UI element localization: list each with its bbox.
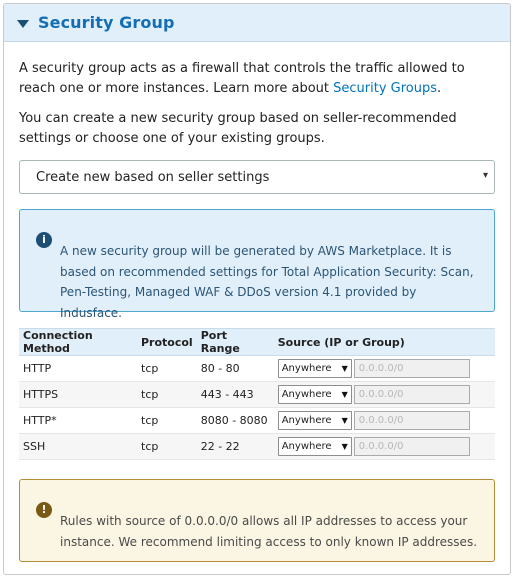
source-select[interactable] (278, 359, 352, 378)
source-select[interactable] (278, 437, 352, 456)
cell-method: HTTP (19, 356, 137, 382)
intro-period: . (437, 81, 442, 96)
table-row (19, 434, 495, 460)
source-select-value: Anywhere (281, 389, 332, 400)
warning-icon: ! (36, 502, 52, 518)
panel-header[interactable] (4, 4, 510, 42)
header-connection-method: Connection Method (19, 329, 137, 356)
header-source: Source (IP or Group) (274, 329, 495, 356)
header-protocol: Protocol (137, 329, 197, 356)
info-icon: i (36, 232, 52, 248)
intro-paragraph (19, 59, 495, 99)
source-select-value: Anywhere (281, 415, 332, 426)
source-select-value: Anywhere (281, 441, 332, 452)
cidr-input: 0.0.0.0/0 (354, 411, 470, 430)
warning-text: Rules with source of 0.0.0.0/0 allows all IP addresses to access your instance. We recommend limiting access to only known IP addresses. (60, 514, 478, 549)
header-port-range: Port Range (197, 329, 274, 356)
cell-port: 443 - 443 (197, 382, 274, 408)
source-select-value: Anywhere (281, 363, 332, 374)
cell-protocol: tcp (137, 382, 197, 408)
intro-text: A security group acts as a firewall that controls the traffic allowed to reach one or more instances. Learn more about (19, 61, 465, 96)
cell-port: 8080 - 8080 (197, 408, 274, 434)
create-paragraph: You can create a new security group based on seller-recommended settings or choose one of your existing groups. (19, 111, 457, 146)
table-row (19, 356, 495, 382)
select-arrow-icon: ▾ (482, 170, 488, 181)
cidr-input: 0.0.0.0/0 (354, 385, 470, 404)
cell-source (274, 356, 495, 382)
cidr-input: 0.0.0.0/0 (354, 359, 470, 378)
cell-port: 22 - 22 (197, 434, 274, 460)
dropdown-arrow-icon: ▼ (341, 390, 348, 399)
security-groups-link[interactable]: Security Groups (333, 81, 438, 96)
panel-content (4, 42, 510, 562)
cell-source (274, 382, 495, 408)
cell-method: HTTPS (19, 382, 137, 408)
security-group-select[interactable] (19, 160, 495, 194)
cell-source (274, 408, 495, 434)
cell-source (274, 434, 495, 460)
table-row (19, 382, 495, 408)
cell-protocol: tcp (137, 408, 197, 434)
cell-method: HTTP* (19, 408, 137, 434)
cell-protocol: tcp (137, 434, 197, 460)
cell-method: SSH (19, 434, 137, 460)
cell-port: 80 - 80 (197, 356, 274, 382)
dropdown-arrow-icon: ▼ (341, 416, 348, 425)
dropdown-arrow-icon: ▼ (341, 442, 348, 451)
info-alert (19, 209, 495, 320)
source-select[interactable] (278, 385, 352, 404)
security-rules-table (19, 328, 495, 460)
cidr-input: 0.0.0.0/0 (354, 437, 470, 456)
cell-protocol: tcp (137, 356, 197, 382)
panel-title: Security Group (38, 13, 175, 32)
source-select[interactable] (278, 411, 352, 430)
info-text: A new security group will be generated by AWS Marketplace. It is based on recommended settings for Total Application Security: Scan, Pen-Testing, Managed WAF & DDoS version 4.1 provided by Indusface. (60, 244, 474, 320)
table-header-row (19, 329, 495, 356)
security-group-panel (3, 3, 511, 575)
warning-alert (19, 479, 495, 562)
table-row (19, 408, 495, 434)
dropdown-arrow-icon: ▼ (341, 364, 348, 373)
collapse-caret-icon[interactable] (17, 20, 29, 28)
select-value: Create new based on seller settings (36, 169, 270, 185)
